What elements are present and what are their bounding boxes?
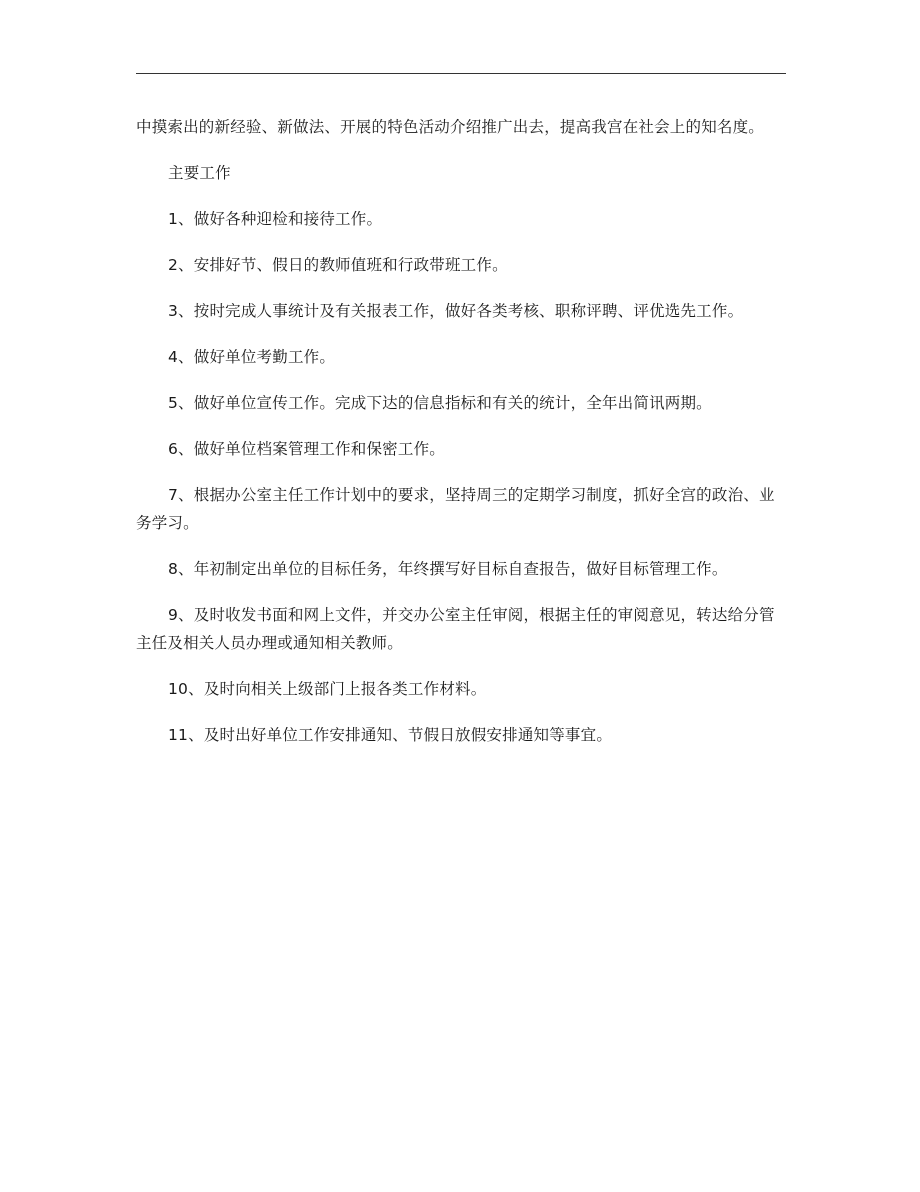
list-item: 4、做好单位考勤工作。 <box>168 348 336 366</box>
paragraph-continuation: 中摸索出的新经验、新做法、开展的特色活动介绍推广出去，提高我宫在社会上的知名度。 <box>136 118 765 136</box>
list-item: 2、安排好节、假日的教师值班和行政带班工作。 <box>168 256 508 274</box>
list-item: 11、及时出好单位工作安排通知、节假日放假安排通知等事宜。 <box>168 726 613 744</box>
list-item: 9、及时收发书面和网上文件，并交办公室主任审阅，根据主任的审阅意见，转达给分管主任及相关人员办理或通知相关教师。 <box>136 606 775 652</box>
list-item: 8、年初制定出单位的目标任务，年终撰写好目标自查报告，做好目标管理工作。 <box>168 560 728 578</box>
list-item: 7、根据办公室主任工作计划中的要求，坚持周三的定期学习制度，抓好全宫的政治、业务学习。 <box>136 486 775 532</box>
header-rule <box>136 73 786 74</box>
list-item: 6、做好单位档案管理工作和保密工作。 <box>168 440 445 458</box>
document-body <box>136 113 776 767</box>
list-item: 10、及时向相关上级部门上报各类工作材料。 <box>168 680 487 698</box>
list-item: 1、做好各种迎检和接待工作。 <box>168 210 383 228</box>
list-item: 5、做好单位宣传工作。完成下达的信息指标和有关的统计，全年出简讯两期。 <box>168 394 712 412</box>
list-item: 3、按时完成人事统计及有关报表工作，做好各类考核、职称评聘、评优选先工作。 <box>168 302 744 320</box>
section-heading: 主要工作 <box>168 164 231 182</box>
